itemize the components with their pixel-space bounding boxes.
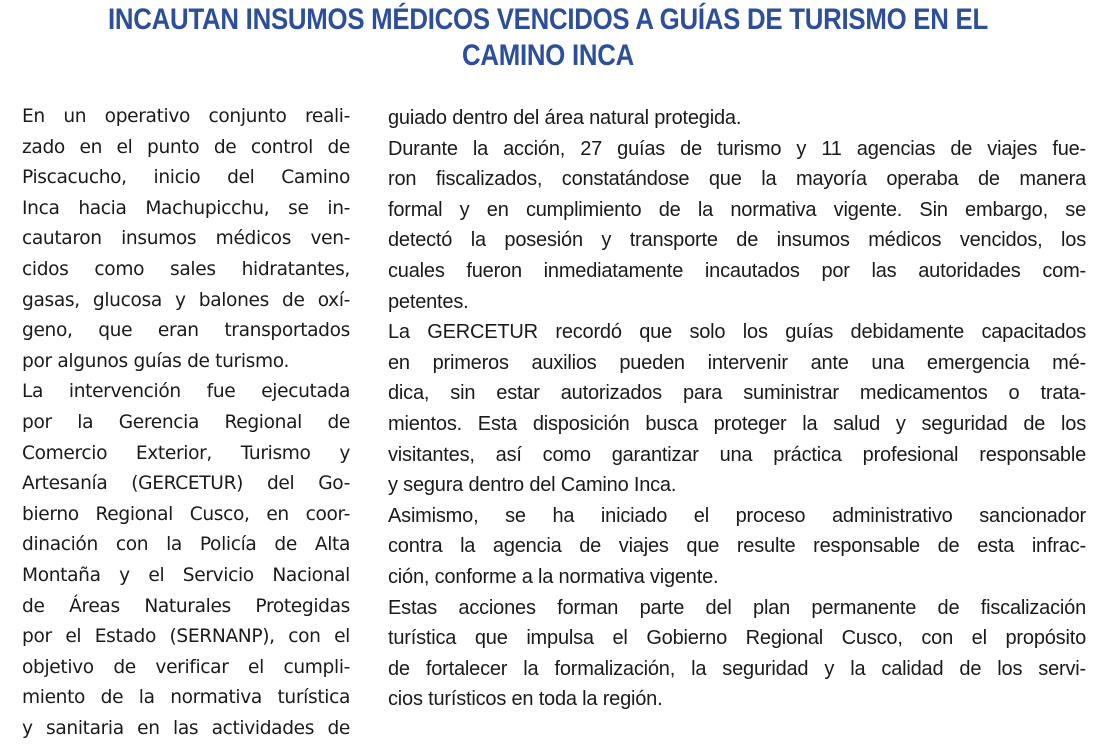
text-line: por algunos guías de turismo.	[22, 350, 290, 372]
text-line: ron fiscalizados, constatándose que la mayoría operaba de manera	[388, 168, 1086, 191]
text-line: guiado dentro del área natural protegida.	[388, 107, 742, 129]
text-line: y segura dentro del Camino Inca.	[388, 474, 677, 497]
text-line: Piscacucho, inicio del Camino	[22, 167, 350, 189]
text-line: contra la agencia de viajes que resulte responsable de esta infrac-	[388, 535, 1086, 558]
text-line: por la Gerencia Regional de	[22, 411, 350, 433]
text-line: Durante la acción, 27 guías de turismo y 11 agencias de viajes fue-	[388, 137, 1086, 160]
text-line: cuales fueron inmediatamente incautados por las autoridades com-	[388, 259, 1086, 282]
text-line: bierno Regional Cusco, en coor-	[22, 503, 350, 525]
text-line: formal y en cumplimiento de la normativa vigente. Sin embargo, se	[388, 198, 1086, 221]
text-line: por el Estado (SERNANP), con el	[22, 626, 350, 648]
article-column-right	[388, 103, 1086, 715]
text-line: La intervención fue ejecutada	[22, 381, 350, 403]
text-line: En un operativo conjunto reali-	[22, 106, 350, 127]
text-line: Inca hacia Machupicchu, se in-	[22, 197, 350, 219]
article-title	[77, 2, 1020, 74]
title-line-1: INCAUTAN INSUMOS MÉDICOS VENCIDOS A GUÍAS DE TURISMO EN EL	[108, 3, 988, 36]
text-line: turística que impulsa el Gobierno Regional Cusco, con el propósito	[388, 627, 1086, 650]
text-line: dica, sin estar autorizados para suministrar medicamentos o trata-	[388, 382, 1086, 405]
text-line: Artesanía (GERCETUR) del Go-	[22, 473, 350, 495]
text-line: La GERCETUR recordó que solo los guías debidamente capacitados	[388, 321, 1086, 344]
text-line: Comercio Exterior, Turismo y	[22, 442, 350, 464]
text-line: zado en el punto de control de	[22, 136, 350, 158]
text-line: mientos. Esta disposición busca proteger la salud y seguridad de los	[388, 412, 1086, 435]
article-column-left	[22, 102, 350, 744]
text-line: detectó la posesión y transporte de insumos médicos vencidos, los	[388, 229, 1086, 252]
text-line: dinación con la Policía de Alta	[22, 534, 350, 556]
text-line: visitantes, así como garantizar una práctica profesional responsable	[388, 443, 1086, 466]
text-line: en primeros auxilios pueden intervenir ante una emergencia mé-	[388, 351, 1086, 374]
text-line: cidos como sales hidratantes,	[22, 258, 350, 280]
title-line-2: CAMINO INCA	[461, 39, 635, 72]
text-line: gasas, glucosa y balones de oxí-	[22, 289, 350, 311]
text-line: ción, conforme a la normativa vigente.	[388, 565, 719, 588]
text-line: cios turísticos en toda la región.	[388, 688, 663, 711]
text-line: Asimismo, se ha iniciado el proceso administrativo sancionador	[388, 504, 1086, 527]
text-line: Estas acciones forman parte del plan permanente de fiscalización	[388, 596, 1086, 619]
text-line: y sanitaria en las actividades de	[22, 717, 350, 739]
text-line: geno, que eran transportados	[22, 320, 350, 342]
text-line: cautaron insumos médicos ven-	[22, 228, 350, 250]
text-line: petentes.	[388, 290, 469, 313]
text-line: objetivo de verificar el cumpli-	[22, 656, 350, 678]
text-line: de Áreas Naturales Protegidas	[22, 595, 350, 617]
text-line: miento de la normativa turística	[22, 687, 350, 709]
text-line: de fortalecer la formalización, la seguridad y la calidad de los servi-	[388, 657, 1086, 680]
text-line: Montaña y el Servicio Nacional	[22, 564, 350, 586]
